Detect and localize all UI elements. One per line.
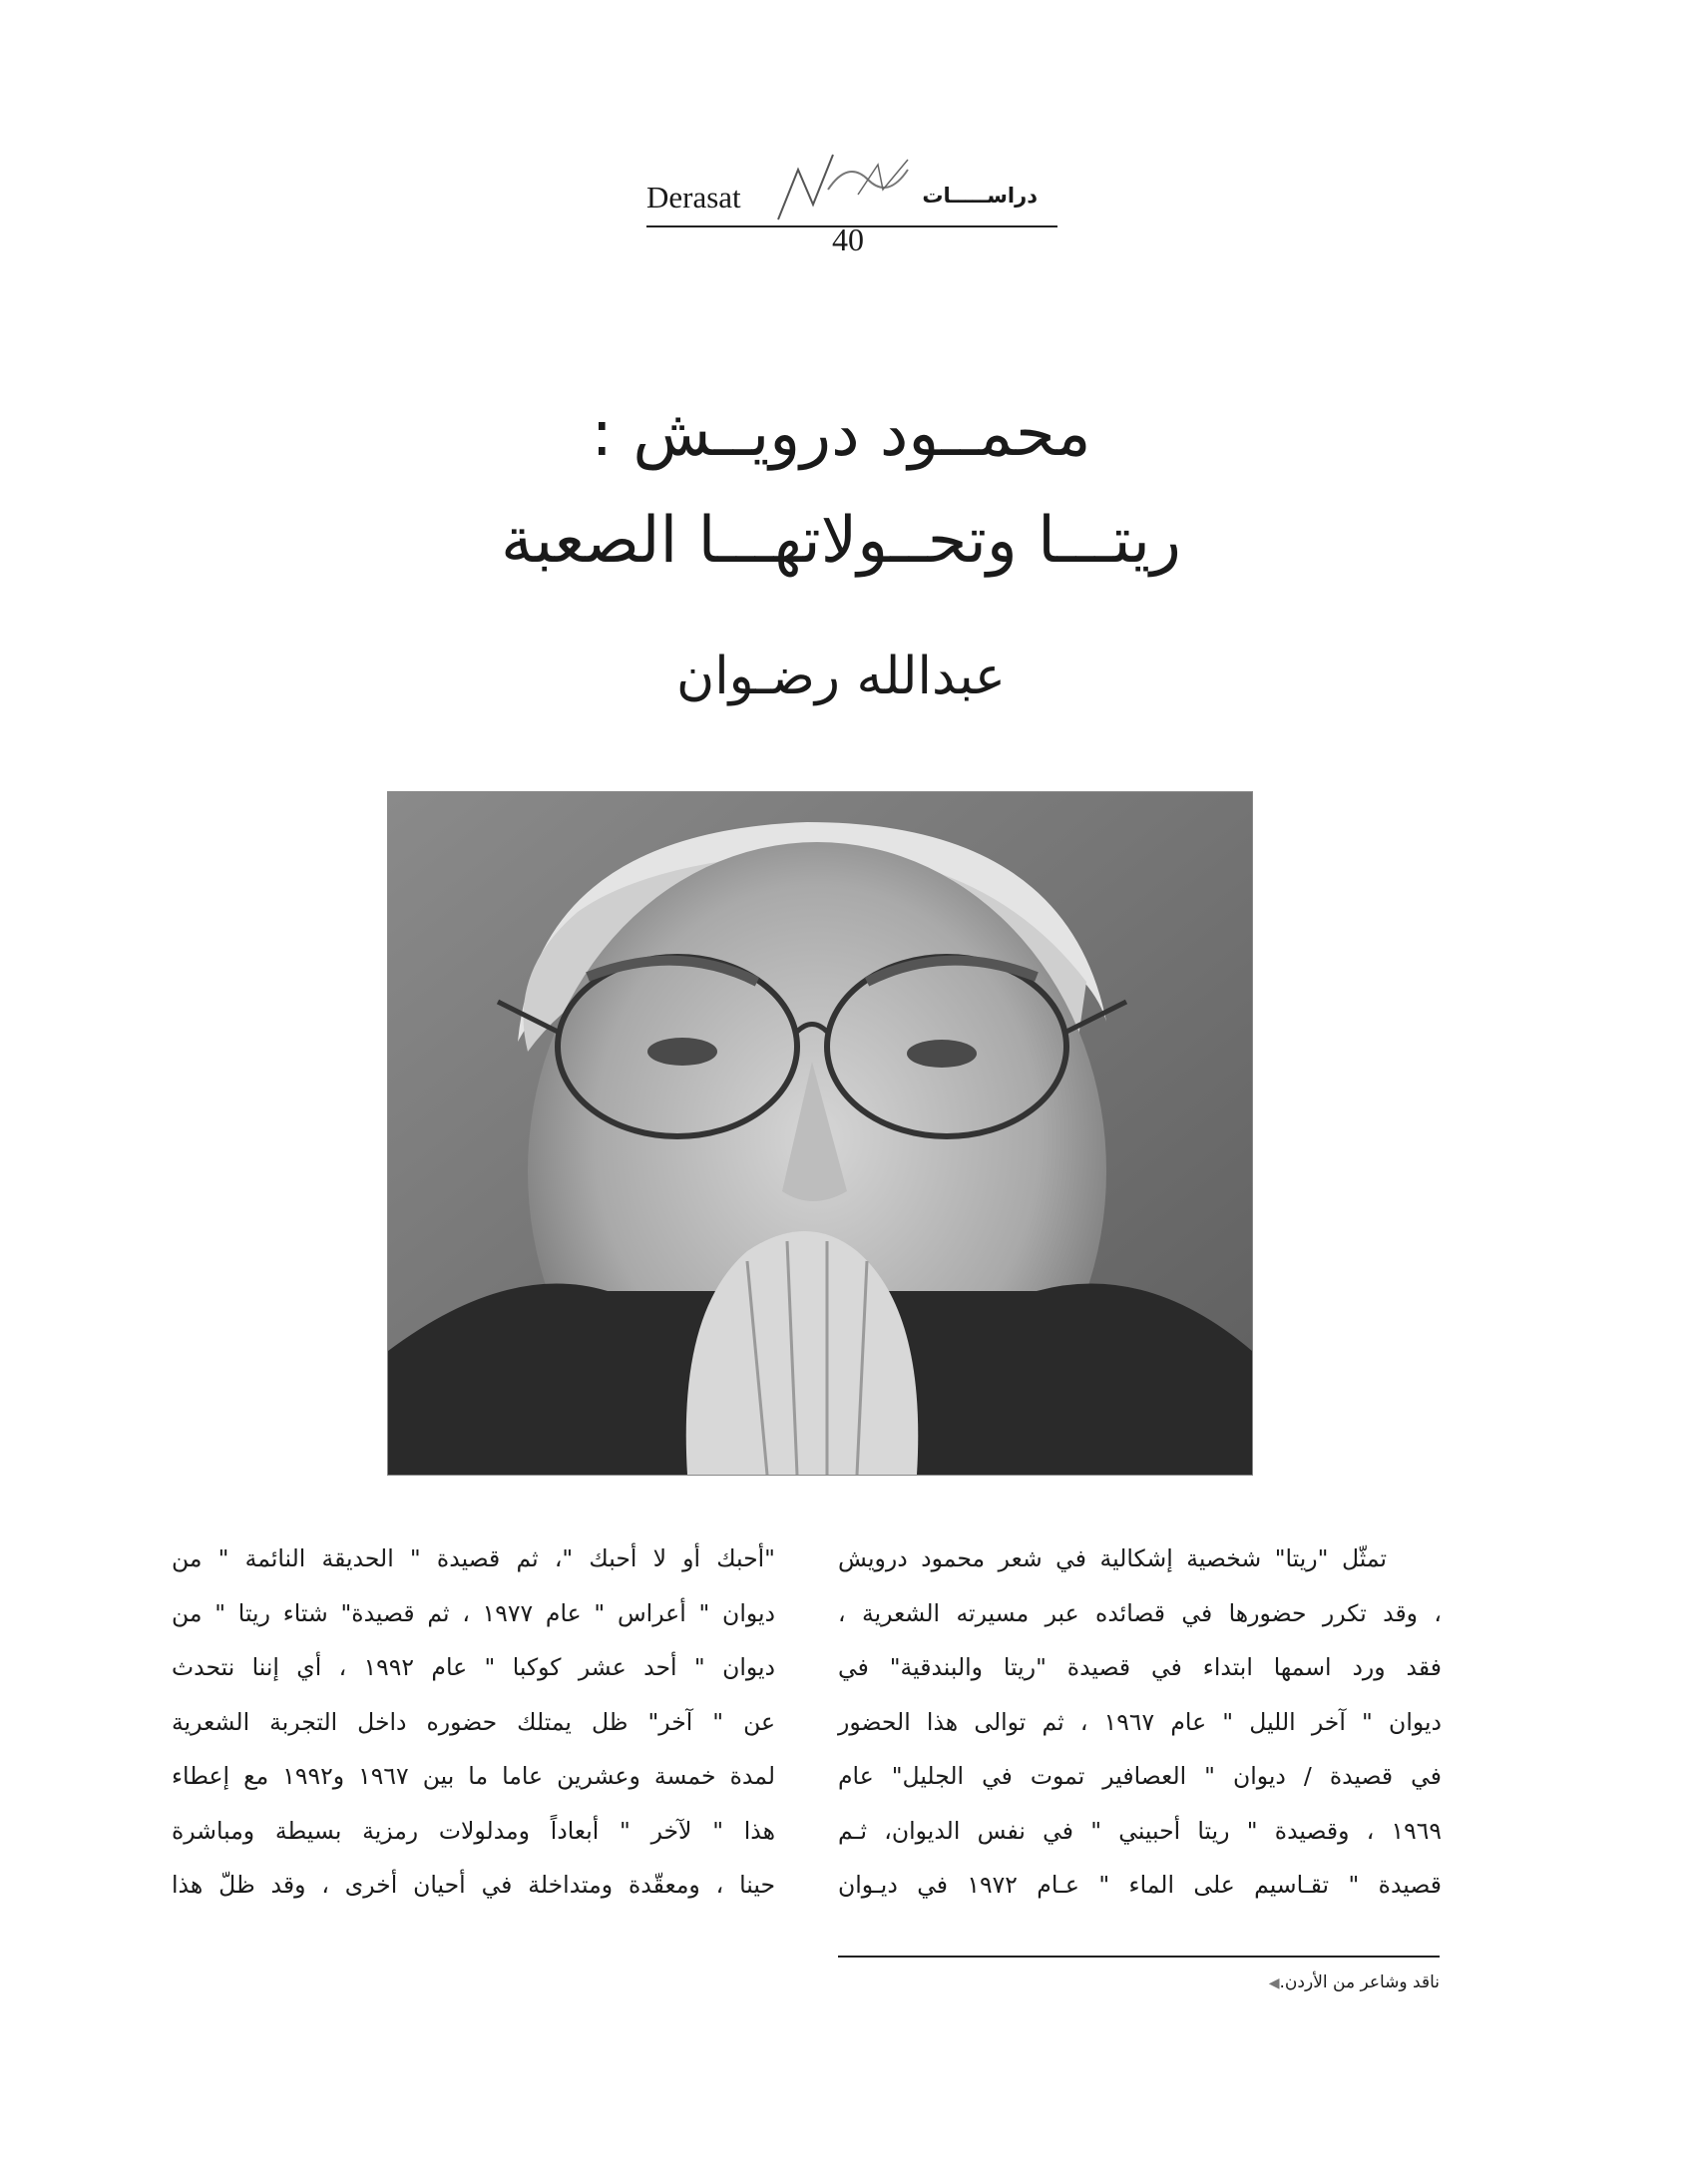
body-column-right: [838, 1531, 1442, 1913]
body-line: عن " آخر" ظل يمتلك حضوره داخل التجربة الشعرية: [172, 1707, 775, 1736]
body-line: تمثّل "ريتا" شخصية إشكالية في شعر محمود درويش: [838, 1544, 1387, 1572]
body-column-left: [172, 1531, 775, 1913]
body-line: ديوان " آخر الليل " عام ١٩٦٧ ، ثم توالى هذا الحضور: [838, 1707, 1442, 1736]
body-line: حينا ، ومعقّدة ومتداخلة في أحيان أخرى ، وقد ظلّ هذا: [172, 1871, 775, 1899]
body-line: ، وقد تكرر حضورها في قصائده عبر مسيرته الشعرية ،: [838, 1598, 1442, 1627]
triangle-bullet-icon: ◀: [1268, 1975, 1280, 1991]
section-label-arabic: دراســـــات: [922, 184, 1038, 208]
body-line: في قصيدة / ديوان " العصافير تموت في الجليل" عام: [838, 1762, 1442, 1790]
footnote: [1097, 1972, 1440, 1992]
running-header: [638, 150, 1057, 259]
body-line: قصيدة " تقـاسيم على الماء " عـام ١٩٧٢ في ديـوان: [838, 1871, 1442, 1899]
article-title-line-1: محمــود درويــش :: [591, 397, 1091, 471]
magazine-logo-icon: [758, 150, 938, 227]
page-number: 40: [832, 221, 864, 257]
body-line: ١٩٦٩ ، وقصيدة " ريتا أحبيني " في نفس الديوان، ثـم: [838, 1816, 1442, 1845]
body-line: هذا " لآخر " أبعاداً ومدلولات رمزية بسيطة ومباشرة: [172, 1816, 775, 1845]
body-line: لمدة خمسة وعشرين عاما ما بين ١٩٦٧ و١٩٩٢ مع إعطاء: [172, 1762, 775, 1790]
body-line: ديوان " أحد عشر كوكبا " عام ١٩٩٢ ، أي إننا نتحدث: [172, 1653, 776, 1681]
body-line: ديوان " أعراس " عام ١٩٧٧ ، ثم قصيدة" شتاء ريتا " من: [172, 1598, 775, 1627]
footnote-rule: [838, 1956, 1440, 1958]
body-line: فقد ورد اسمها ابتداء في قصيدة "ريتا والبندقية" في: [838, 1653, 1442, 1681]
author-name: عبدالله رضـوان: [676, 647, 1006, 706]
portrait-photo: [387, 791, 1253, 1476]
section-label-latin: Derasat: [646, 180, 741, 215]
body-line: "أحبك أو لا أحبك "، ثم قصيدة " الحديقة النائمة " من: [172, 1544, 775, 1572]
footnote-text: ناقد وشاعر من الأردن.: [1279, 1972, 1440, 1992]
article-title-line-2: ريتـــا وتحــولاتهـــا الصعبة: [501, 504, 1181, 578]
